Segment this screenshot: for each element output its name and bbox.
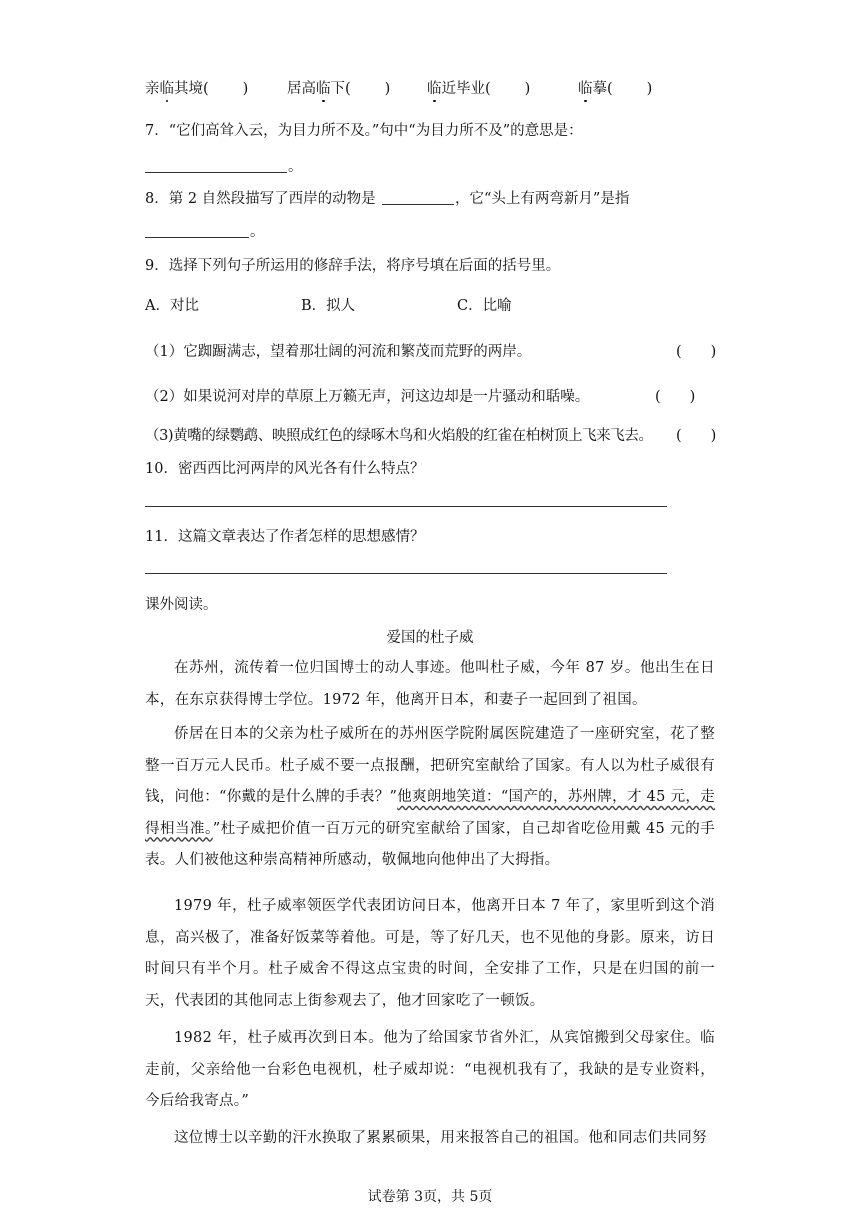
q6-word-2: 居高临下( ) [287, 81, 391, 97]
question-8-part-b: ，它“头上有两弯新月”是指 [455, 191, 630, 207]
q9-item-1: （1）它踟蹰满志，望着那壮阔的河流和繁茂而荒野的两岸。 [145, 344, 532, 360]
article-paragraph-2: 侨居在日本的父亲为杜子威所在的苏州医学院附属医院建造了一座研究室，花了整整一百万元人民币。杜子威不要一点报酬，把研究室献给了国家。有人以为杜子威很有钱，问他：“你戴的是什么牌的手表？”他爽朗地笑道：“国产的，苏州牌，才 45 元，走得相当准。”杜子威把价值一百万元的研究室献给了国家，自己却省吃俭用戴 45 元的手表。人们被他这种崇高精神所感动，敬佩地向他伸出了大拇指。 [145, 726, 716, 868]
q8-end: 。 [250, 224, 265, 240]
page-footer: 试卷第 3页，共 5页 [367, 1189, 493, 1205]
article-paragraph-3: 1979 年，杜子威率领医学代表团访问日本，他离开日本 7 年了，家里听到这个消息，高兴极了，准备好饭菜等着他。可是，等了好几天，也不见他的身影。原来，访日时间只有半个月。杜子威舍不得这点宝贵的时间，全安排了工作，只是在归国的前一天，代表团的其他同志上街参观去了，他才回家吃了一顿饭。 [145, 898, 715, 1009]
question-7: 7．“它们高耸入云，为目力所不及。”句中“为目力所不及”的意思是： [145, 123, 583, 139]
q7-answer-blank[interactable] [145, 172, 287, 173]
question-10: 10．密西西比河两岸的风光各有什么特点？ [145, 461, 425, 477]
q9-item-2-paren[interactable]: ( ) [655, 389, 696, 405]
q11-answer-line[interactable] [145, 573, 667, 574]
article-paragraph-5: 这位博士以辛勤的汗水换取了累累硕果，用来报答自己的祖国。他和同志们共同努 [174, 1130, 707, 1146]
q8-animal-blank[interactable] [382, 204, 454, 205]
q6-word-1: 亲临其境( ) [145, 81, 249, 97]
question-8-part-a: 8．第 2 自然段描写了西岸的动物是 [145, 191, 376, 207]
q9-option-a: A．对比 [145, 298, 199, 314]
q6-word-row [145, 77, 248, 98]
question-9: 9．选择下列句子所运用的修辞手法，将序号填在后面的括号里。 [145, 258, 561, 274]
article-paragraph-1: 在苏州，流传着一位归国博士的动人事迹。他叫杜子威，今年 87 岁。他出生在日本，在东京获得博士学位。1972 年，他离开日本，和妻子一起回到了祖国。 [145, 660, 715, 708]
question-11: 11．这篇文章表达了作者怎样的思想感情？ [145, 529, 425, 545]
q9-option-b: B．拟人 [301, 298, 356, 314]
q9-item-2: （2）如果说河对岸的草原上万籁无声，河这边却是一片骚动和聒噪。 [145, 389, 590, 405]
q9-item-3-paren[interactable]: ( ) [676, 428, 717, 444]
q8-meaning-blank[interactable] [145, 237, 249, 238]
q10-answer-line[interactable] [145, 506, 667, 507]
q9-item-3: （3)黄嘴的绿鹦鹉、映照成红色的绿啄木鸟和火焰般的红雀在柏树顶上飞来飞去。 [145, 428, 653, 444]
section-heading: 课外阅读。 [145, 597, 218, 613]
q9-option-c: C．比喻 [457, 298, 512, 314]
underlined-sentence: 他爽朗地笑道：“国产的，苏州牌，才 45 元，走得相当准。 [145, 789, 716, 837]
q6-word-4: 临摹( ) [578, 81, 653, 97]
article-paragraph-4: 1982 年，杜子威再次到日本。他为了给国家节省外汇，从宾馆搬到父母家住。临走前，父亲给他一台彩色电视机，杜子威却说：“电视机我有了，我缺的是专业资料，今后给我寄点。” [145, 1030, 715, 1109]
q6-word-3: 临近毕业( ) [427, 81, 531, 97]
q7-end: 。 [288, 159, 303, 175]
q9-item-1-paren[interactable]: ( ) [676, 344, 717, 360]
article-title: 爱国的杜子威 [386, 630, 474, 646]
